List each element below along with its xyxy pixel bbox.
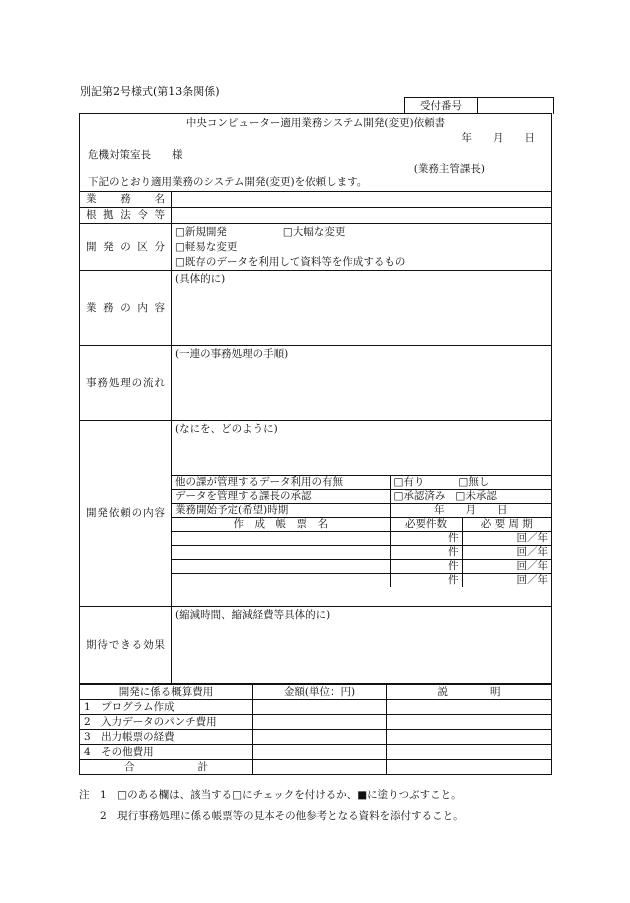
process-flow-hint: (一連の事務処理の手順) bbox=[175, 348, 289, 360]
form-row bbox=[172, 532, 551, 546]
legal-basis-field[interactable] bbox=[172, 208, 552, 224]
option-minor-change[interactable]: □軽易な変更 bbox=[175, 241, 238, 253]
receipt-number-field[interactable] bbox=[478, 98, 553, 114]
cost-description-field[interactable] bbox=[387, 730, 552, 745]
approval-options bbox=[390, 490, 551, 504]
cost-row bbox=[80, 745, 552, 760]
cost-item-header: 開発に係る概算費用 bbox=[80, 685, 253, 700]
form-name-field[interactable] bbox=[172, 546, 390, 560]
data-use-label: 他の課が管理するデータ利用の有無 bbox=[172, 476, 390, 490]
form-row bbox=[172, 574, 551, 588]
dev-category-label: 開発の区分 bbox=[80, 224, 172, 271]
request-statement: 下記のとおり適用業務のシステム開発(変更)を依頼します。 bbox=[88, 176, 368, 188]
unapproved-option[interactable]: □未承認 bbox=[455, 490, 497, 502]
dev-request-label: 開発依頼の内容 bbox=[80, 421, 172, 607]
cost-amount-field[interactable] bbox=[253, 745, 387, 760]
cost-total-amount-field[interactable] bbox=[253, 760, 387, 775]
cost-description-field[interactable] bbox=[387, 700, 552, 715]
data-use-yes-option[interactable]: □有り bbox=[393, 476, 425, 488]
option-new-dev[interactable]: □新規開発 bbox=[175, 226, 227, 238]
dev-request-field[interactable] bbox=[172, 421, 551, 475]
expected-effect-label: 期待できる効果 bbox=[80, 607, 172, 684]
business-name-field[interactable] bbox=[172, 192, 552, 208]
period-field[interactable]: 回／年 bbox=[462, 546, 551, 560]
business-content-field[interactable] bbox=[172, 271, 552, 346]
legal-basis-label: 根拠法令等 bbox=[80, 208, 172, 224]
data-use-no-option[interactable]: □無し bbox=[458, 476, 490, 488]
cost-row bbox=[80, 700, 552, 715]
cost-item-label: 4 その他費用 bbox=[80, 745, 253, 760]
form-name-field[interactable] bbox=[172, 560, 390, 574]
form-name-field[interactable] bbox=[172, 574, 390, 588]
cost-amount-field[interactable] bbox=[253, 715, 387, 730]
start-date-field[interactable]: 年 月 日 bbox=[390, 504, 551, 518]
count-field[interactable]: 件 bbox=[390, 560, 462, 574]
business-name-label: 業務名 bbox=[80, 192, 172, 208]
expected-effect-field[interactable] bbox=[172, 607, 552, 684]
period-field[interactable]: 回／年 bbox=[462, 532, 551, 546]
dev-request-cell bbox=[172, 421, 552, 607]
process-flow-field[interactable] bbox=[172, 346, 552, 421]
option-existing-data[interactable]: □既存のデータを利用して資料等を作成するもの bbox=[175, 256, 406, 268]
form-name-field[interactable] bbox=[172, 532, 390, 546]
cost-item-label: 2 入力データのパンチ費用 bbox=[80, 715, 253, 730]
form-caption: 別記第2号様式(第13条関係) bbox=[80, 85, 220, 98]
addressee: 危機対策室長 様 bbox=[88, 149, 183, 161]
note-2: 2 現行事務処理に係る帳票等の見本その他参考となる資料を添付すること。 bbox=[100, 810, 464, 822]
requester: (業務主管課長) bbox=[413, 163, 485, 175]
request-date[interactable]: 年 月 日 bbox=[461, 132, 535, 144]
cost-description-field[interactable] bbox=[387, 745, 552, 760]
cost-amount-field[interactable] bbox=[253, 700, 387, 715]
dev-request-detail-table bbox=[172, 475, 551, 587]
approval-label: データを管理する課長の承認 bbox=[172, 490, 390, 504]
form-row bbox=[172, 560, 551, 574]
count-header: 必要件数 bbox=[390, 518, 462, 532]
cost-description-header: 説 明 bbox=[387, 685, 552, 700]
cost-row bbox=[80, 715, 552, 730]
cost-item-label: 1 プログラム作成 bbox=[80, 700, 253, 715]
count-field[interactable]: 件 bbox=[390, 532, 462, 546]
dev-category-options bbox=[172, 224, 552, 271]
form-header bbox=[80, 114, 552, 192]
cost-item-label: 3 出力帳票の経費 bbox=[80, 730, 253, 745]
count-field[interactable]: 件 bbox=[390, 574, 462, 588]
count-field[interactable]: 件 bbox=[390, 546, 462, 560]
cost-description-field[interactable] bbox=[387, 715, 552, 730]
expected-effect-hint: (縮減時間、縮減経費等具体的に) bbox=[175, 609, 331, 621]
period-field[interactable]: 回／年 bbox=[462, 574, 551, 588]
request-form-table bbox=[79, 113, 552, 684]
start-date-label: 業務開始予定(希望)時期 bbox=[172, 504, 390, 518]
cost-amount-field[interactable] bbox=[253, 730, 387, 745]
note-1: 注 1 □のある欄は、該当する□にチェックを付けるか、■に塗りつぶすこと。 bbox=[79, 789, 462, 801]
form-title: 中央コンピューター適用業務システム開発(変更)依頼書 bbox=[185, 117, 446, 129]
period-header: 必 要 周 期 bbox=[462, 518, 551, 532]
cost-total-row bbox=[80, 760, 552, 775]
receipt-number-label: 受付番号 bbox=[405, 98, 478, 114]
data-use-options bbox=[390, 476, 551, 490]
cost-row bbox=[80, 730, 552, 745]
cost-total-description-field[interactable] bbox=[387, 760, 552, 775]
form-row bbox=[172, 546, 551, 560]
cost-amount-header: 金額(単位：円) bbox=[253, 685, 387, 700]
period-field[interactable]: 回／年 bbox=[462, 560, 551, 574]
cost-table bbox=[79, 684, 552, 775]
approved-option[interactable]: □承認済み bbox=[393, 490, 446, 502]
process-flow-label: 事務処理の流れ bbox=[80, 346, 172, 421]
business-content-label: 業務の内容 bbox=[80, 271, 172, 346]
option-major-change[interactable]: □大幅な変更 bbox=[282, 226, 346, 238]
dev-request-hint: (なにを、どのように) bbox=[175, 423, 278, 435]
receipt-number-box bbox=[404, 97, 554, 114]
form-name-header: 作 成 帳 票 名 bbox=[172, 518, 390, 532]
business-content-hint: (具体的に) bbox=[175, 273, 226, 285]
cost-total-label: 合 計 bbox=[80, 760, 253, 775]
notes bbox=[79, 785, 464, 827]
